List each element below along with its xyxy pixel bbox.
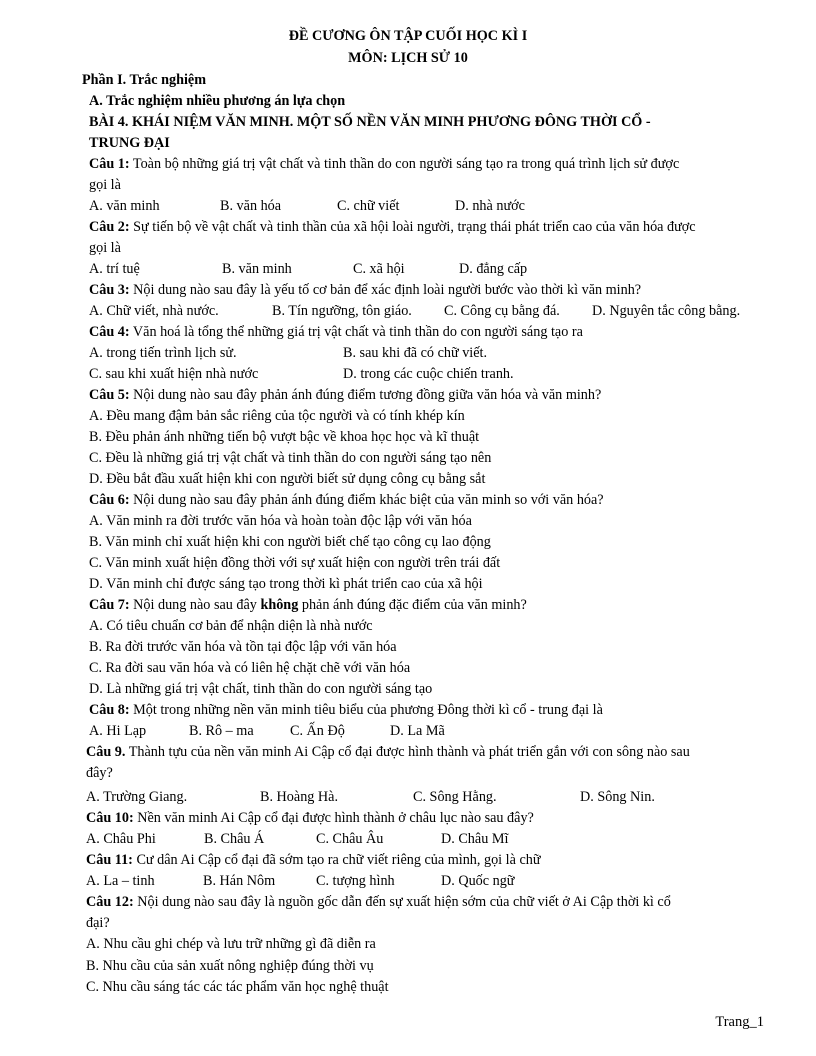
question-5-option-d: D. Đều bắt đầu xuất hiện khi con người biết sử dụng công cụ bằng sắt	[89, 471, 486, 487]
question-text: Nội dung nào sau đây là yếu tố cơ bản để xác định loài người bước vào thời kì văn minh?	[129, 282, 642, 298]
section-title: A. Trắc nghiệm nhiều phương án lựa chọn	[89, 93, 346, 109]
question-1-option-a: A. văn minh	[89, 198, 160, 214]
question-1-option-c: C. chữ viết	[337, 198, 400, 214]
question-1-option-b: B. văn hóa	[220, 198, 282, 214]
question-11-option-a: A. La – tinh	[86, 873, 155, 889]
question-text: phản ánh đúng đặc điểm của văn minh?	[298, 597, 527, 613]
question-text: Thành tựu của nền văn minh Ai Cập cổ đại được hình thành và phát triển gắn với con sông nào sau	[125, 744, 690, 760]
question-9-option-a: A. Trường Giang.	[86, 789, 188, 805]
question-emphasis: không	[260, 597, 299, 613]
question-7-option-d: D. Là những giá trị vật chất, tinh thần do con người sáng tạo	[89, 681, 433, 697]
question-9-stem	[86, 742, 690, 762]
question-9-option-d: D. Sông Nin.	[580, 789, 655, 805]
question-label: Câu 8:	[89, 702, 130, 718]
question-6-option-b: B. Văn minh chỉ xuất hiện khi con người biết chế tạo công cụ lao động	[89, 534, 491, 550]
question-6-option-d: D. Văn minh chỉ được sáng tạo trong thời kì phát triển cao của xã hội	[89, 576, 483, 592]
question-1-stem	[89, 154, 679, 174]
part-title: Phần I. Trắc nghiệm	[82, 72, 207, 88]
question-7-option-a: A. Có tiêu chuẩn cơ bản để nhận diện là nhà nước	[89, 618, 373, 634]
question-10-option-b: B. Châu Á	[204, 831, 265, 847]
question-12-option-a: A. Nhu cầu ghi chép và lưu trữ những gì đã diễn ra	[86, 936, 376, 952]
question-8-option-c: C. Ấn Độ	[290, 723, 345, 739]
question-2-option-d: D. đẳng cấp	[459, 261, 528, 277]
question-text: Nội dung nào sau đây là nguồn gốc dẫn đến sự xuất hiện sớm của chữ viết ở Ai Cập thời kì cổ	[133, 894, 671, 910]
question-3-option-c: C. Công cụ bằng đá.	[444, 303, 560, 319]
question-9-stem-cont: đây?	[86, 765, 113, 781]
question-8-option-a: A. Hi Lạp	[89, 723, 147, 739]
question-text: Văn hoá là tổng thể những giá trị vật chất và tinh thần do con người sáng tạo ra	[129, 324, 583, 340]
question-2-option-a: A. trí tuệ	[89, 261, 140, 277]
question-10-option-a: A. Châu Phi	[86, 831, 156, 847]
question-text: Toàn bộ những giá trị vật chất và tinh thần do con người sáng tạo ra trong quá trình lịch sử được	[129, 156, 680, 172]
question-4-option-c: C. sau khi xuất hiện nhà nước	[89, 366, 259, 382]
question-4-option-b: B. sau khi đã có chữ viết.	[343, 345, 488, 361]
question-12-option-b: B. Nhu cầu của sản xuất nông nghiệp đúng thời vụ	[86, 958, 374, 974]
question-text: Một trong những nền văn minh tiêu biểu của phương Đông thời kì cổ - trung đại là	[129, 702, 603, 718]
question-3-option-d: D. Nguyên tắc công bằng.	[592, 303, 741, 319]
question-label: Câu 10:	[86, 810, 134, 826]
question-label: Câu 3:	[89, 282, 130, 298]
question-12-stem	[86, 892, 671, 912]
question-11-option-d: D. Quốc ngữ	[441, 873, 515, 889]
question-text: Nền văn minh Ai Cập cổ đại được hình thành ở châu lục nào sau đây?	[133, 810, 534, 826]
question-text: Nội dung nào sau đây phản ánh đúng điểm khác biệt của văn minh so với văn hóa?	[129, 492, 604, 508]
question-4-option-a: A. trong tiến trình lịch sử.	[89, 345, 237, 361]
question-2-stem	[89, 217, 696, 237]
question-label: Câu 5:	[89, 387, 130, 403]
question-2-stem-cont: gọi là	[89, 240, 121, 256]
question-3-option-a: A. Chữ viết, nhà nước.	[89, 303, 219, 319]
question-3-option-b: B. Tín ngưỡng, tôn giáo.	[272, 303, 412, 319]
question-7-option-b: B. Ra đời trước văn hóa và tồn tại độc lập với văn hóa	[89, 639, 397, 655]
question-1-option-d: D. nhà nước	[455, 198, 525, 214]
question-4-stem	[89, 322, 583, 342]
question-label: Câu 1:	[89, 156, 130, 172]
question-label: Câu 9.	[86, 744, 126, 760]
question-text: Cư dân Ai Cập cổ đại đã sớm tạo ra chữ viết riêng của mình, gọi là chữ	[132, 852, 541, 868]
question-text: Nội dung nào sau đây phản ánh đúng điểm tương đồng giữa văn hóa và văn minh?	[129, 387, 602, 403]
question-11-option-b: B. Hán Nôm	[203, 873, 276, 889]
document-title: ĐỀ CƯƠNG ÔN TẬP CUỐI HỌC KÌ I	[288, 28, 528, 44]
question-12-stem-cont: đại?	[86, 915, 110, 931]
question-label: Câu 12:	[86, 894, 134, 910]
question-10-option-d: D. Châu Mĩ	[441, 831, 509, 847]
question-4-option-d: D. trong các cuộc chiến tranh.	[343, 366, 514, 382]
question-6-option-a: A. Văn minh ra đời trước văn hóa và hoàn toàn độc lập với văn hóa	[89, 513, 472, 529]
page-number: Trang_1	[715, 1014, 764, 1030]
question-label: Câu 2:	[89, 219, 130, 235]
question-text: Sự tiến bộ về vật chất và tinh thần của xã hội loài người, trạng thái phát triển cao của văn hóa được	[129, 219, 696, 235]
question-text: Nội dung nào sau đây	[129, 597, 261, 613]
question-9-option-c: C. Sông Hằng.	[413, 789, 497, 805]
question-label: Câu 6:	[89, 492, 130, 508]
question-6-stem	[89, 490, 604, 510]
question-9-option-b: B. Hoàng Hà.	[260, 789, 339, 805]
question-8-option-d: D. La Mã	[390, 723, 445, 739]
question-label: Câu 11:	[86, 852, 133, 868]
question-11-option-c: C. tượng hình	[316, 873, 395, 889]
question-10-stem	[86, 808, 534, 828]
question-label: Câu 4:	[89, 324, 130, 340]
question-7-stem	[89, 595, 527, 615]
question-3-stem	[89, 280, 641, 300]
question-11-stem	[86, 850, 541, 870]
question-label: Câu 7:	[89, 597, 130, 613]
question-8-option-b: B. Rô – ma	[189, 723, 254, 739]
question-5-stem	[89, 385, 601, 405]
question-8-stem	[89, 700, 603, 720]
document-subject: MÔN: LỊCH SỬ 10	[348, 50, 468, 66]
question-2-option-b: B. văn minh	[222, 261, 292, 277]
question-6-option-c: C. Văn minh xuất hiện đồng thời với sự xuất hiện con người trên trái đất	[89, 555, 501, 571]
question-2-option-c: C. xã hội	[353, 261, 405, 277]
lesson-title-line1: BÀI 4. KHÁI NIỆM VĂN MINH. MỘT SỐ NỀN VĂN MINH PHƯƠNG ĐÔNG THỜI CỔ -	[89, 114, 651, 130]
question-5-option-a: A. Đều mang đậm bản sắc riêng của tộc người và có tính khép kín	[89, 408, 465, 424]
question-12-option-c: C. Nhu cầu sáng tác các tác phẩm văn học nghệ thuật	[86, 979, 389, 995]
question-7-option-c: C. Ra đời sau văn hóa và có liên hệ chặt chẽ với văn hóa	[89, 660, 411, 676]
question-5-option-b: B. Đều phản ánh những tiến bộ vượt bậc về khoa học học và kĩ thuật	[89, 429, 480, 445]
question-1-stem-cont: gọi là	[89, 177, 121, 193]
lesson-title-line2: TRUNG ĐẠI	[89, 135, 170, 151]
question-5-option-c: C. Đều là những giá trị vật chất và tinh thần do con người sáng tạo nên	[89, 450, 492, 466]
question-10-option-c: C. Châu Âu	[316, 831, 384, 847]
